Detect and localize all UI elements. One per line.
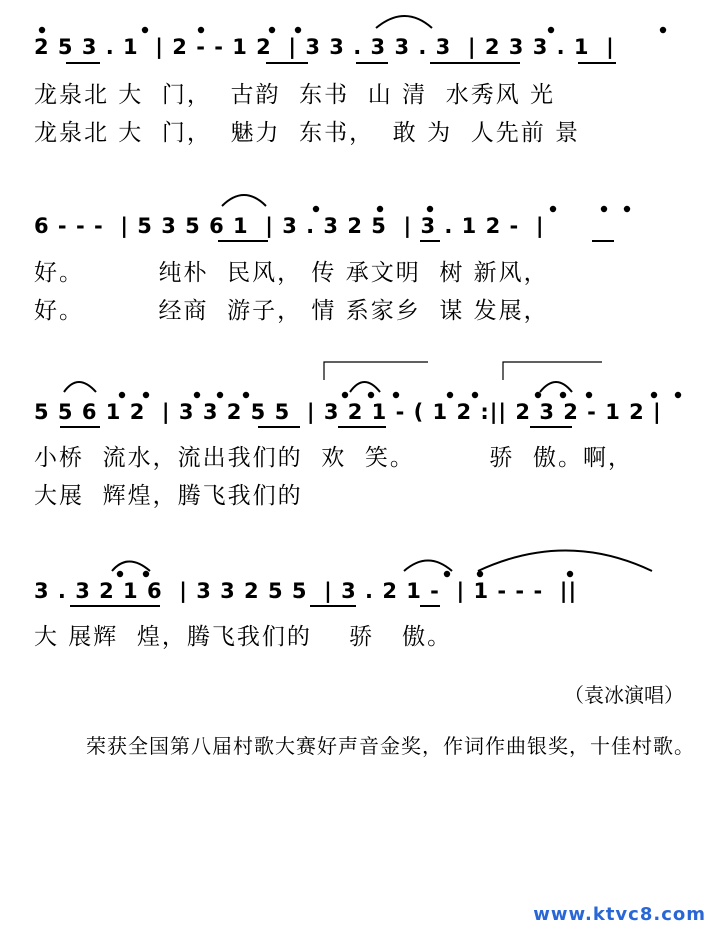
octave-dot [378,207,382,211]
slur [112,562,150,572]
octave-dot [270,28,274,32]
octave-dot [244,393,248,397]
octave-dot [120,393,124,397]
octave-dot [343,393,347,397]
volta-bracket-2 [503,362,602,380]
octave-dot [195,393,199,397]
octave-dot [652,393,656,397]
octave-dot [144,393,148,397]
lyric-line-3-verse-2: 大展 辉煌，腾飞我们的 [34,483,303,509]
octave-dot [473,393,477,397]
slur [350,382,380,392]
octave-dot [676,393,680,397]
lyric-line-4-verse-1: 大 展辉 煌，腾飞我们的 骄 傲。 [34,624,453,650]
octave-dot [561,393,565,397]
volta-bracket-1 [324,362,428,380]
lyric-line-2-verse-1: 好。 纯朴 民风， 传 承文明 树 新风， [34,260,549,286]
octave-dot [394,393,398,397]
octave-dot [369,393,373,397]
lyric-line-3-verse-1: 小桥 流水，流出我们的 欢 笑。 骄 傲。啊， [34,445,633,471]
notation-line-4: 3 . 3 2 1 6 | 3 3 2 5 5 | 3 . 2 1 - | 1 - - - || [34,579,578,603]
notation-line-3: 5 5 6 1 2 | 3 3 2 5 5 | 3 2 1 - ( 1 2 :|| 2 3 2 - 1 2 | [34,400,662,424]
lyric-line-1-verse-1: 龙泉北 大 门， 古韵 东书 山 清 水秀风 光 [34,82,556,108]
slur [478,551,652,572]
octave-dot [445,572,449,576]
performer-credit: （袁冰演唱） [564,683,684,707]
octave-dot [536,393,540,397]
octave-dot [143,28,147,32]
octave-dot [661,28,665,32]
octave-dot [625,207,629,211]
octave-dot [448,393,452,397]
octave-dot [314,207,318,211]
octave-dot [568,572,572,576]
octave-dot [428,207,432,211]
octave-dot [40,28,44,32]
slur [64,382,96,392]
award-note: 荣获全国第八届村歌大赛好声音金奖，作词作曲银奖，十佳村歌。 [86,734,695,758]
octave-dot [118,572,122,576]
octave-dot [602,207,606,211]
octave-dot [551,207,555,211]
octave-dot [199,28,203,32]
slur [404,561,452,572]
octave-dot [478,572,482,576]
slur [540,382,572,392]
octave-dot [296,28,300,32]
site-watermark: www.ktvc8.com [533,904,706,925]
slur [376,16,432,28]
notation-line-1: 2 5 3 . 1 | 2 - - 1 2 | 3 3 . 3 3 . 3 | 2 3 3 . 1 | [34,35,615,59]
lyric-line-1-verse-2: 龙泉北 大 门， 魅力 东书， 敢 为 人先前 景 [34,120,581,146]
notation-line-2: 6 - - - | 5 3 5 6 1 | 3 . 3 2 5 | 3 . 1 2 - | [34,214,545,238]
octave-dot [587,393,591,397]
octave-dot [549,28,553,32]
lyric-line-2-verse-2: 好。 经商 游子， 情 系家乡 谋 发展， [34,298,549,324]
octave-dot [144,572,148,576]
slur [222,195,266,206]
octave-dot [218,393,222,397]
